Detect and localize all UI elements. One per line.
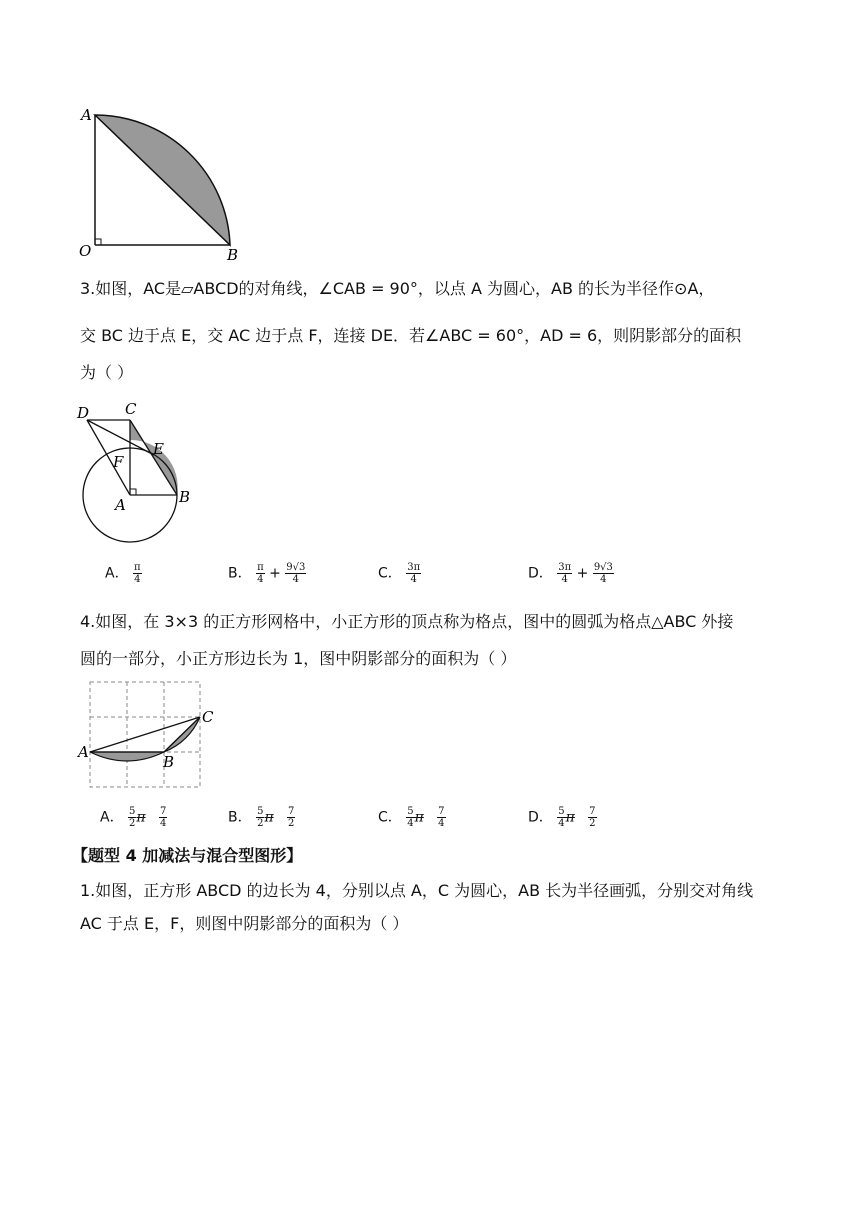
s4-q1-line2: AC 于点 E，F，则图中阴影部分的面积为（ ） <box>80 914 409 933</box>
shaded-segment <box>95 115 230 245</box>
label-A: A <box>81 106 92 124</box>
q4-shaded-left <box>90 752 164 761</box>
label-O: O <box>79 242 92 260</box>
q4-line2: 圆的一部分，小正方形边长为 1，图中阴影部分的面积为（ ） <box>80 649 517 668</box>
right-angle-mark <box>95 239 101 245</box>
label-F: F <box>113 453 124 471</box>
sector-figure <box>75 100 255 270</box>
q4-grid-figure <box>75 676 225 796</box>
label-D: D <box>77 404 90 422</box>
q3-line3: 为（ ） <box>80 363 134 382</box>
q3-option-b[interactable]: B． $\frac{\pi}{4}$ + $\frac{9√3}{4}$ <box>228 562 306 585</box>
label-B: B <box>227 246 239 264</box>
q3-option-d[interactable]: D． $\frac{3\pi}{4}$ + $\frac{9√3}{4}$ <box>528 562 613 585</box>
q4-option-d[interactable]: D． $\frac{5}{4}$ π $\frac{7}{2}$ <box>528 806 596 829</box>
q4-line1: 4.如图，在 3×3 的正方形网格中，小正方形的顶点称为格点，图中的圆弧为格点△ABC 外接 <box>80 612 734 631</box>
q3-option-c[interactable]: C． $\frac{3\pi}{4}$ <box>378 562 421 585</box>
q4-option-a[interactable]: A． $\frac{5}{2}$ π $\frac{7}{4}$ <box>100 806 167 829</box>
label-B: B <box>163 753 175 771</box>
label-A: A <box>115 496 126 514</box>
q4-option-c[interactable]: C． $\frac{5}{4}$ π $\frac{7}{4}$ <box>378 806 445 829</box>
q3-figure <box>75 400 205 550</box>
q3-right-angle <box>130 489 136 495</box>
q3-option-a[interactable]: A． $\frac{\pi}{4}$ <box>105 562 141 585</box>
label-C: C <box>125 400 137 418</box>
label-A: A <box>78 743 89 761</box>
q3-line2: 交 BC 边于点 E，交 AC 边于点 F，连接 DE．若∠ABC = 60°，AD = 6，则阴影部分的面积 <box>80 326 742 345</box>
s4-q1-line1: 1.如图，正方形 ABCD 的边长为 4，分别以点 A，C 为圆心，AB 长为半径画弧，分别交对角线 <box>80 881 754 900</box>
label-E: E <box>153 440 164 458</box>
q3-line1: 3.如图，AC是▱ABCD的对角线，∠CAB = 90°，以点 A 为圆心，AB 的长为半径作⊙A， <box>80 279 715 298</box>
q4-option-b[interactable]: B． $\frac{5}{2}$ π $\frac{7}{2}$ <box>228 806 295 829</box>
section-heading: 【题型 4 加减法与混合型图形】 <box>72 846 303 865</box>
label-C: C <box>202 708 214 726</box>
label-B: B <box>179 488 191 506</box>
